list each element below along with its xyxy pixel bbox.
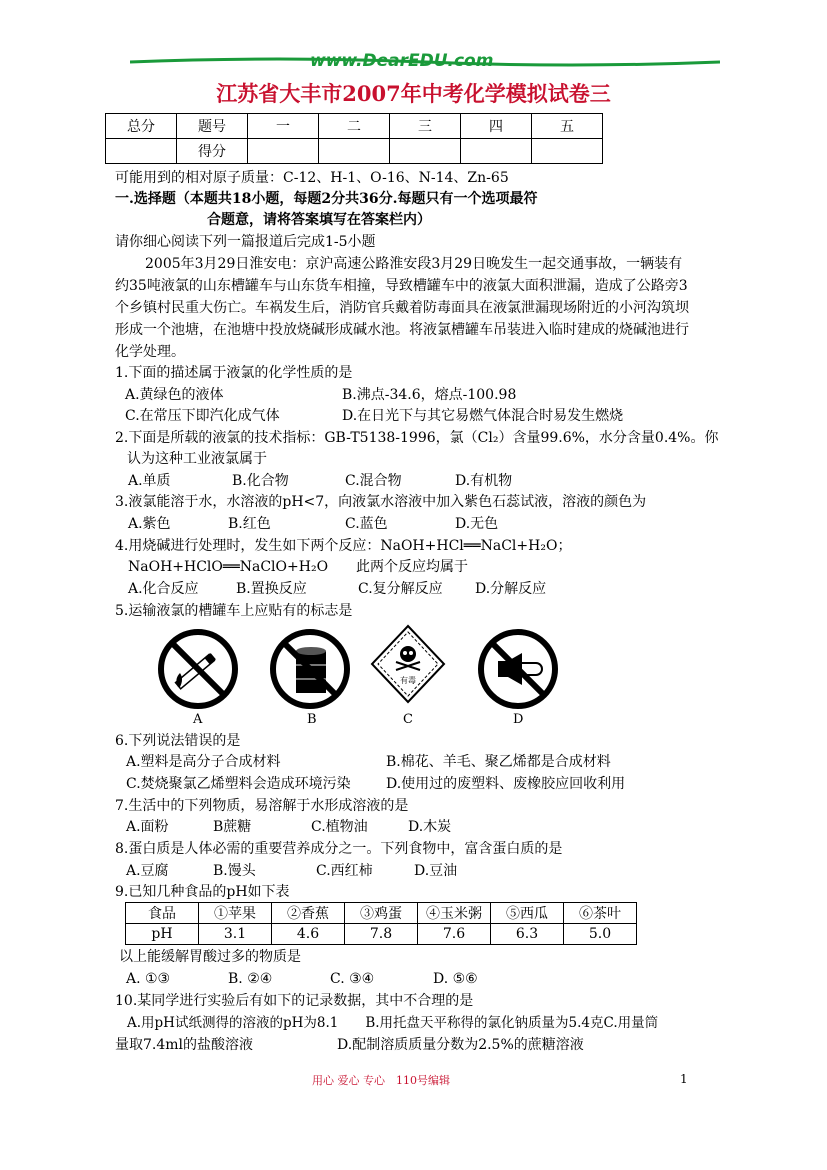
q4-option-a: A.化合反应 xyxy=(128,581,199,597)
q8-option-b: B.馒头 xyxy=(213,863,256,879)
score-cell: 题号 xyxy=(177,114,248,139)
q3-option-a: A.紫色 xyxy=(128,516,171,532)
q2-option-b: B.化合物 xyxy=(232,473,289,489)
q7-option-b: B蔗糖 xyxy=(213,819,252,835)
no-barrel-sign-icon xyxy=(268,627,352,711)
q7-option-c: C.植物油 xyxy=(311,819,368,835)
ph-table-header: ⑥茶叶 xyxy=(564,903,637,924)
question-6: 6.下列说法错误的是 xyxy=(115,733,241,749)
ph-table-header: ④玉米粥 xyxy=(418,903,491,924)
section-heading: 一.选择题（本题共18小题，每题2分共36分.每题只有一个选项最符 xyxy=(115,191,538,207)
ph-table-cell: 3.1 xyxy=(199,924,272,945)
question-9-cont: 以上能缓解胃酸过多的物质是 xyxy=(119,949,301,965)
toxic-sign-icon xyxy=(370,624,446,704)
ph-table-cell: 4.6 xyxy=(272,924,345,945)
ph-table-header: ②香蕉 xyxy=(272,903,345,924)
score-cell xyxy=(532,139,603,164)
sign-label-a: A xyxy=(193,712,203,727)
q8-option-c: C.西红柿 xyxy=(316,863,373,879)
q6-option-d: D.使用过的废塑料、废橡胶应回收利用 xyxy=(386,776,626,792)
q3-option-d: D.无色 xyxy=(455,516,499,532)
ph-table-header: ⑤西瓜 xyxy=(491,903,564,924)
q8-option-a: A.豆腐 xyxy=(126,863,169,879)
question-8: 8.蛋白质是人体必需的重要营养成分之一。下列食物中，富含蛋白质的是 xyxy=(115,841,563,857)
q9-option-d: D. ⑤⑥ xyxy=(433,971,478,987)
q10-line-1: A.用pH试纸测得的溶液的pH为8.1 B.用托盘天平称得的氯化钠质量为5.4克C.用量筒 xyxy=(127,1015,659,1031)
question-10: 10.某同学进行实验后有如下的记录数据，其中不合理的是 xyxy=(115,993,474,1009)
q1-option-a: A.黄绿色的液体 xyxy=(125,387,224,403)
score-cell xyxy=(248,139,319,164)
passage-line: 约35吨液氯的山东槽罐车与山东货车相撞，导致槽罐车中的液氯大面积泄漏，造成了公路旁3 xyxy=(115,278,688,294)
score-cell: 三 xyxy=(390,114,461,139)
question-5: 5.运输液氯的槽罐车上应贴有的标志是 xyxy=(115,603,353,619)
q9-option-c: C. ③④ xyxy=(330,971,375,987)
score-cell: 得分 xyxy=(177,139,248,164)
score-cell xyxy=(461,139,532,164)
q3-option-b: B.红色 xyxy=(228,516,271,532)
score-cell: 四 xyxy=(461,114,532,139)
passage-line: 2005年3月29日淮安电：京沪高速公路淮安段3月29日晚发生一起交通事故，一辆装有 xyxy=(145,256,683,272)
q4-option-b: B.置换反应 xyxy=(236,581,307,597)
ph-table-cell: 7.6 xyxy=(418,924,491,945)
q1-option-b: B.沸点-34.6，熔点-100.98 xyxy=(342,387,517,403)
ph-table-cell: 7.8 xyxy=(345,924,418,945)
q6-option-c: C.焚烧聚氯乙烯塑料会造成环境污染 xyxy=(126,776,351,792)
question-2-cont: 认为这种工业液氯属于 xyxy=(127,451,267,467)
score-cell: 五 xyxy=(532,114,603,139)
q4-option-c: C.复分解反应 xyxy=(358,581,443,597)
site-header[interactable]: www.DearEDU.com xyxy=(310,51,494,71)
score-cell: 二 xyxy=(319,114,390,139)
question-1: 1.下面的描述属于液氯的化学性质的是 xyxy=(115,365,353,381)
q9-option-b: B. ②④ xyxy=(228,971,273,987)
page-title: 江苏省大丰市2007年中考化学模拟试卷三 xyxy=(216,81,611,106)
q2-option-a: A.单质 xyxy=(128,473,171,489)
q1-option-d: D.在日光下与其它易燃气体混合时易发生燃烧 xyxy=(342,408,624,424)
ph-table-cell: pH xyxy=(126,924,199,945)
q2-option-d: D.有机物 xyxy=(455,473,513,489)
question-4: 4.用烧碱进行处理时，发生如下两个反应：NaOH+HCl══NaCl+H₂O； xyxy=(115,538,572,554)
question-9: 9.已知几种食品的pH如下表 xyxy=(115,884,290,900)
toxic-sign-text: 有毒 xyxy=(400,676,416,685)
score-cell xyxy=(390,139,461,164)
q7-option-d: D.木炭 xyxy=(408,819,452,835)
q4-option-d: D.分解反应 xyxy=(475,581,547,597)
score-cell: 一 xyxy=(248,114,319,139)
no-horn-sign-icon xyxy=(476,627,560,711)
score-cell xyxy=(106,139,177,164)
question-2: 2.下面是所载的液氯的技术指标：GB-T5138-1996，氯（Cl₂）含量99.6%，水分含量0.4%。你 xyxy=(115,430,719,446)
passage-line: 个乡镇村民重大伤亡。车祸发生后，消防官兵戴着防毒面具在液氯泄漏现场附近的小河沟筑坝 xyxy=(115,300,689,316)
q6-option-a: A.塑料是高分子合成材料 xyxy=(126,754,281,770)
atomic-masses: 可能用到的相对原子质量：C-12、H-1、O-16、N-14、Zn-65 xyxy=(115,170,509,186)
question-4-cont: NaOH+HClO══NaClO+H₂O 此两个反应均属于 xyxy=(128,559,469,575)
q6-option-b: B.棉花、羊毛、聚乙烯都是合成材料 xyxy=(386,754,611,770)
sign-label-b: B xyxy=(307,712,317,727)
ph-table-header: 食品 xyxy=(126,903,199,924)
page-number: 1 xyxy=(680,1072,688,1086)
score-cell xyxy=(319,139,390,164)
score-cell: 总分 xyxy=(106,114,177,139)
section-heading-cont: 合题意，请将答案填写在答案栏内） xyxy=(207,212,431,228)
ph-table xyxy=(125,902,637,945)
footer-note: 用心 爱心 专心 110号编辑 xyxy=(312,1074,450,1087)
q2-option-c: C.混合物 xyxy=(345,473,402,489)
q8-option-d: D.豆油 xyxy=(414,863,458,879)
passage-line: 化学处理。 xyxy=(115,344,185,360)
ph-table-header: ③鸡蛋 xyxy=(345,903,418,924)
q3-option-c: C.蓝色 xyxy=(345,516,388,532)
ph-table-cell: 5.0 xyxy=(564,924,637,945)
q10-line-2: 量取7.4ml的盐酸溶液 D.配制溶质质量分数为2.5%的蔗糖溶液 xyxy=(115,1037,584,1053)
ph-table-cell: 6.3 xyxy=(491,924,564,945)
ph-table-header: ①苹果 xyxy=(199,903,272,924)
passage-line: 形成一个池塘，在池塘中投放烧碱形成碱水池。将液氯槽罐车吊装进入临时建成的烧碱池进行 xyxy=(115,322,689,338)
sign-label-d: D xyxy=(513,712,524,727)
score-table xyxy=(105,113,603,164)
q9-option-a: A. ①③ xyxy=(126,971,171,987)
no-smoking-sign-icon xyxy=(156,627,240,711)
passage-intro: 请你细心阅读下列一篇报道后完成1-5小题 xyxy=(115,234,376,250)
q1-option-c: C.在常压下即汽化成气体 xyxy=(125,408,280,424)
question-7: 7.生活中的下列物质，易溶解于水形成溶液的是 xyxy=(115,798,409,814)
sign-label-c: C xyxy=(403,712,413,727)
question-3: 3.液氯能溶于水，水溶液的pH<7，向液氯水溶液中加入紫色石蕊试液，溶液的颜色为 xyxy=(115,494,647,510)
q7-option-a: A.面粉 xyxy=(126,819,169,835)
